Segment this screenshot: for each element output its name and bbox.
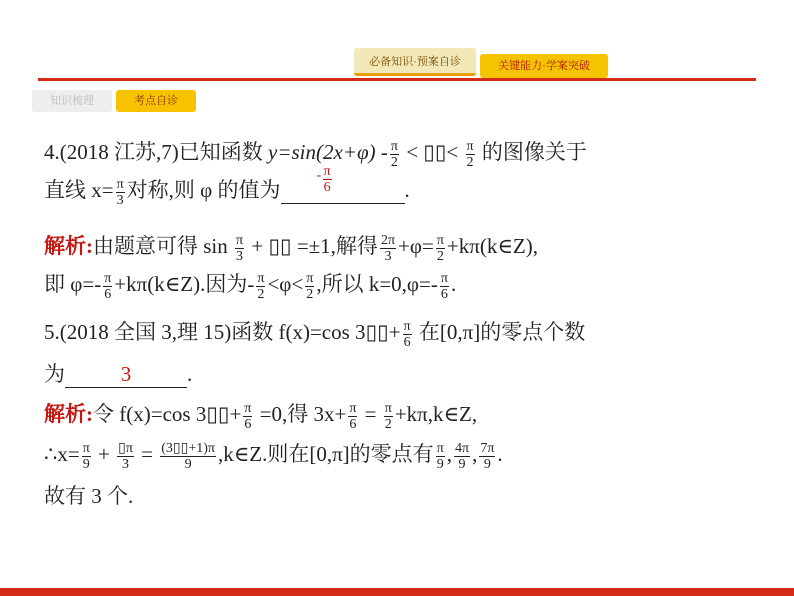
frac-pi-over-2: $\frac{\pi}{2}$ — [466, 138, 474, 170]
q5-answer-blank — [65, 362, 187, 388]
footer-bar — [0, 588, 794, 596]
q4-lt: < — [400, 140, 424, 164]
q4-text-4: 对称,则 φ 的值为 — [126, 178, 281, 202]
subtab-self-test[interactable]: 考点自诊 — [116, 90, 196, 112]
q5-line-2: 为 3 . — [44, 362, 193, 386]
missing-glyph: ▯▯ — [206, 402, 230, 426]
s5-line-1: 解析:令 f(x)=cos 3▯▯+ $\frac{\pi}{6}$ =0,得 3x+ $\frac{\pi}{6}$ = $\frac{\pi}{2}$ +kπ,k∈Z, — [44, 400, 478, 432]
s5-line-2: ∴x= $\frac{\pi}{9}$ + $\frac{▯\pi}{3}$ = $\frac{(3▯▯+1)\pi}{9}$ ,k∈Z.则在[0,π]的零点有 $\frac{\pi}{9}$ , $\frac{4\pi}{9}$ , $\frac{7\pi}{9}$ . — [44, 440, 503, 472]
subtab-knowledge-summary[interactable]: 知识梳理 — [32, 90, 112, 112]
q4-line-2: 直线 x= $\frac{\pi}{3}$ 对称,则 φ 的值为 - $\frac{\pi}{6}$ . — [44, 164, 410, 208]
missing-glyph: ▯▯ — [365, 320, 389, 344]
frac-pi-over-2: $\frac{\pi}{2}$ — [390, 138, 398, 170]
q4-answer: - $\frac{\pi}{6}$ — [316, 164, 331, 195]
tab-key-ability[interactable]: 关键能力·学案突破 — [480, 54, 608, 78]
q4-answer-blank — [281, 164, 405, 204]
header-divider — [38, 78, 756, 81]
q4-minus: - — [375, 140, 388, 164]
q5-line-1: 5.(2018 全国 3,理 15)函数 f(x)=cos 3▯▯+ $\frac{\pi}{6}$ 在[0,π]的零点个数 — [44, 318, 586, 350]
q4-text-3: 直线 x= — [44, 178, 114, 202]
q4-function: y=sin(2x+φ) — [268, 140, 376, 164]
q4-lt2: < — [446, 140, 464, 164]
s5-line-3: 故有 3 个. — [44, 484, 134, 508]
missing-glyph: ▯▯ — [268, 234, 292, 258]
missing-glyph: ▯▯ — [423, 140, 447, 164]
tab-essential-knowledge[interactable]: 必备知识·预案自诊 — [354, 48, 476, 76]
q4-text: 4.(2018 江苏,7)已知函数 — [44, 140, 268, 164]
solution-label: 解析: — [44, 234, 93, 258]
frac-pi-over-3: $\frac{\pi}{3}$ — [116, 176, 124, 208]
q5-answer: 3 — [120, 362, 132, 386]
q4-line-1 — [44, 136, 587, 170]
s4-line-2: 即 φ=- $\frac{\pi}{6}$ +kπ(k∈Z).因为- $\frac{\pi}{2}$ <φ< $\frac{\pi}{2}$ ,所以 k=0,φ=- $\frac{\pi}{6}$ . — [44, 270, 457, 302]
q4-text-2: 的图像关于 — [476, 140, 587, 164]
s4-line-1: 解析:由题意可得 sin $\frac{\pi}{3}$ + ▯▯ =±1,解得 $\frac{2\pi}{3}$ +φ= $\frac{\pi}{2}$ +kπ(k∈Z), — [44, 232, 538, 264]
solution-label: 解析: — [44, 402, 93, 426]
